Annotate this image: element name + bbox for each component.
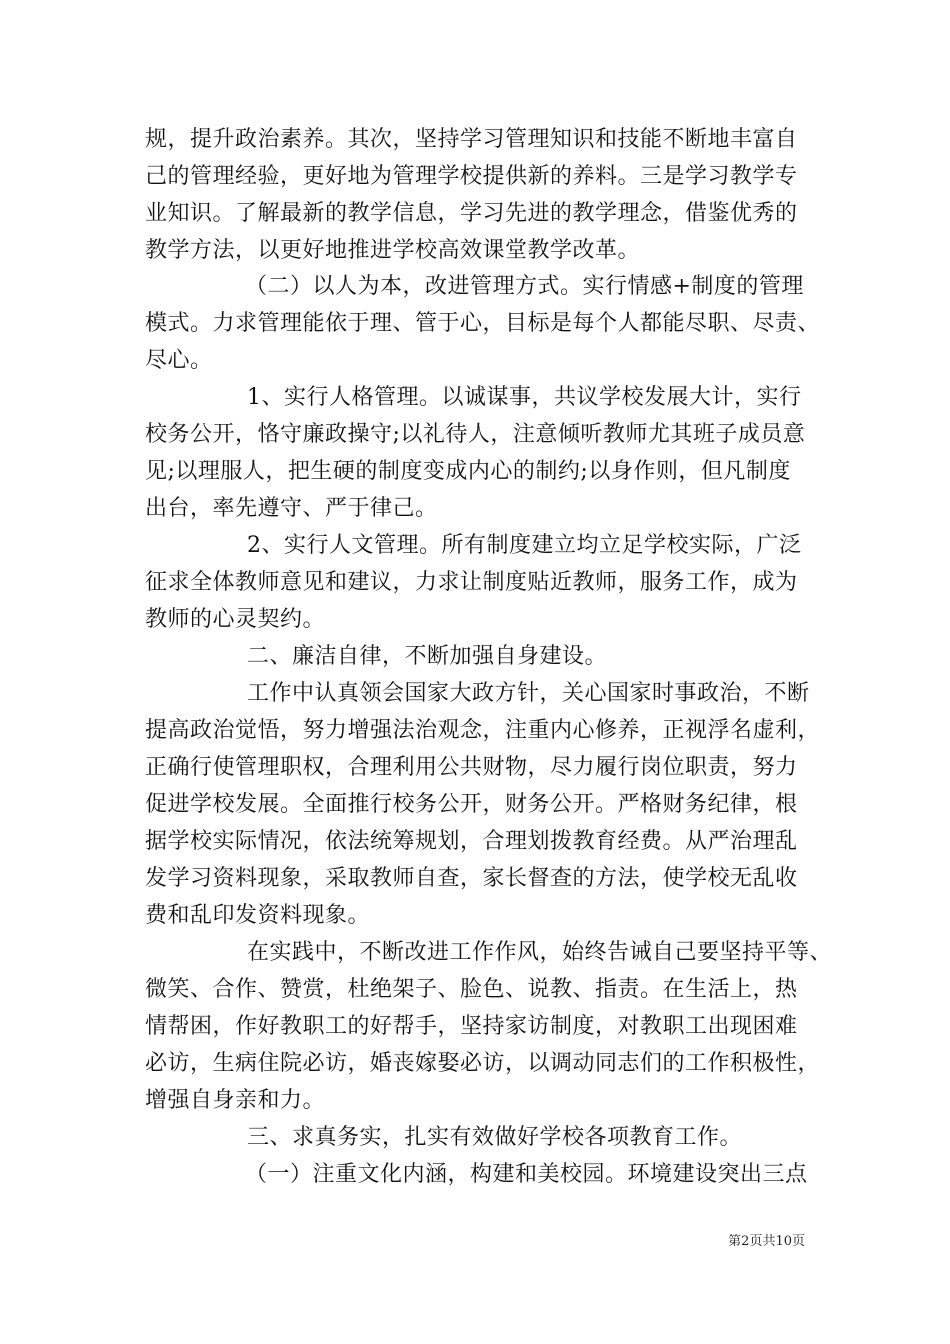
paragraph-line: 规，提升政治素养。其次，坚持学习管理知识和技能不断地丰富自 — [145, 127, 798, 152]
paragraph-line: 工作中认真领会国家大政方针，关心国家时事政治，不断 — [247, 681, 810, 706]
paragraph-line: 校务公开，恪守廉政操守;以礼待人，注意倾听教师尤其班子成员意 — [145, 422, 806, 447]
paragraph-line: 据学校实际情况，依法统筹规划，合理划拨教育经费。从严治理乱 — [145, 829, 798, 854]
paragraph-line: 出台，率先遵守、严于律己。 — [145, 496, 438, 521]
paragraph-line: 情帮困，作好教职工的好帮手，坚持家访制度，对教职工出现困难 — [145, 1014, 798, 1039]
paragraph-line: 促进学校发展。全面推行校务公开，财务公开。严格财务纪律，根 — [145, 792, 798, 817]
paragraph-line: 见;以理服人，把生硬的制度变成内心的制约;以身作则，但凡制度 — [145, 459, 791, 484]
paragraph-line: 正确行使管理职权，合理利用公共财物，尽力履行岗位职责，努力 — [145, 755, 798, 780]
paragraph-line: 发学习资料现象，采取教师自查，家长督查的方法，使学校无乱收 — [145, 866, 798, 891]
paragraph-line: 教师的心灵契约。 — [145, 607, 326, 632]
paragraph-line: 在实践中，不断改进工作作风，始终告诫自己要坚持平等、 — [247, 940, 833, 965]
paragraph-line: 微笑、合作、赞赏，杜绝架子、脸色、说教、指责。在生活上，热 — [145, 977, 798, 1002]
paragraph-line: 增强自身亲和力。 — [145, 1088, 326, 1113]
paragraph-line: 必访，生病住院必访，婚丧嫁娶必访，以调动同志们的工作积极性， — [145, 1051, 821, 1076]
paragraph-line: 己的管理经验，更好地为管理学校提供新的养料。三是学习教学专 — [145, 164, 798, 189]
paragraph-line: 模式。力求管理能依于理、管于心，目标是每个人都能尽职、尽责、 — [145, 311, 821, 336]
paragraph-line: 尽心。 — [145, 348, 213, 373]
paragraph-line: 2、实行人文管理。所有制度建立均立足学校实际，广泛 — [247, 533, 802, 558]
paragraph-line: 1、实行人格管理。以诚谋事，共议学校发展大计，实行 — [247, 385, 802, 410]
paragraph-line: （一）注重文化内涵，构建和美校园。环境建设突出三点 — [245, 1162, 808, 1187]
page-number: 第2页共10页 — [728, 1234, 805, 1249]
paragraph-line: 教学方法，以更好地推进学校高效课堂教学改革。 — [145, 238, 641, 263]
paragraph-line: 征求全体教师意见和建议，力求让制度贴近教师，服务工作，成为 — [145, 570, 798, 595]
paragraph-line: 提高政治觉悟，努力增强法治观念，注重内心修养，正视浮名虚利， — [145, 718, 821, 743]
paragraph-line: 业知识。了解最新的教学信息，学习先进的教学理念，借鉴优秀的 — [145, 201, 798, 226]
paragraph-line: 费和乱印发资料现象。 — [145, 903, 371, 928]
section-heading: 二、廉洁自律，不断加强自身建设。 — [247, 644, 608, 669]
section-heading: 三、求真务实，扎实有效做好学校各项教育工作。 — [247, 1125, 743, 1150]
paragraph-line: （二）以人为本，改进管理方式。实行情感+制度的管理 — [245, 274, 804, 299]
